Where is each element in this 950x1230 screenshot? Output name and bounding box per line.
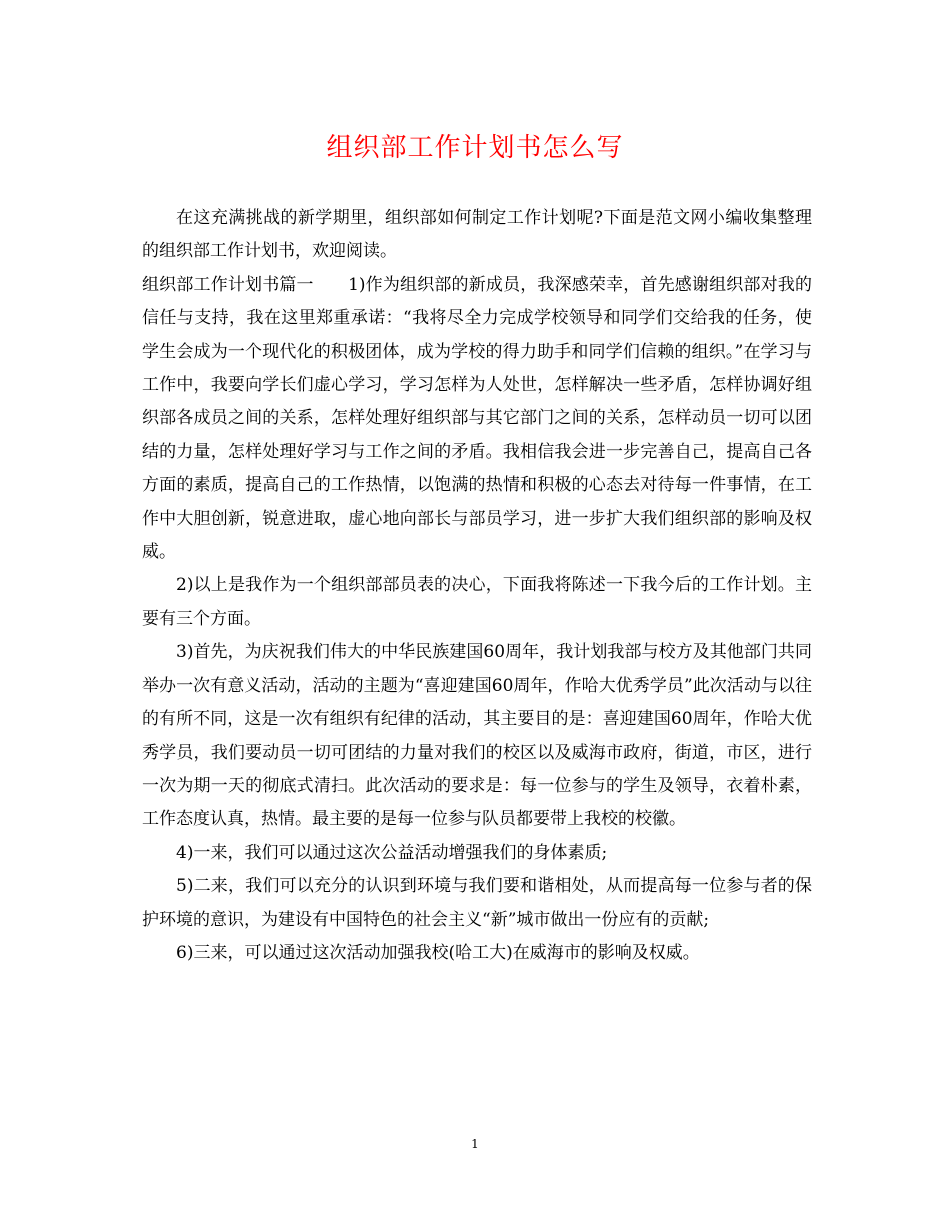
paragraph-item-3: 3)首先，为庆祝我们伟大的中华民族建国60周年，我计划我部与校方及其他部门共同举办一次有意义活动，活动的主题为“喜迎建国60周年，作哈大优秀学员”此次活动与以往的有所不同，这是一次有组织有纪律的活动，其主要目的是：喜迎建国60周年，作哈大优秀学员，我们要动员一切可团结的力量对我们的校区以及威海市政府，街道，市区，进行一次为期一天的彻底式清扫。此次活动的要求是：每一位参与的学生及领导，衣着朴素，工作态度认真，热情。最主要的是每一位参与队员都要带上我校的校徽。 [142, 642, 812, 830]
paragraph-item-4: 4)一来，我们可以通过这次公益活动增强我们的身体素质; [176, 842, 608, 863]
paragraph-intro: 在这充满挑战的新学期里，组织部如何制定工作计划呢?下面是范文网小编收集整理的组织部工作计划书，欢迎阅读。 [142, 208, 812, 262]
page-number: 1 [471, 1137, 479, 1151]
paragraph-item-2: 2)以上是我作为一个组织部部员表的决心，下面我将陈述一下我今后的工作计划。主要有三个方面。 [142, 575, 812, 629]
paragraph-item-5: 5)二来，我们可以充分的认识到环境与我们要和谐相处，从而提高每一位参与者的保护环境的意识，为建设有中国特色的社会主义“新”城市做出一份应有的贡献; [142, 876, 812, 930]
document-body [142, 202, 812, 970]
document-title: 组织部工作计划书怎么写 [326, 133, 624, 163]
paragraph-item-6: 6)三来，可以通过这次活动加强我校(哈工大)在威海市的影响及权威。 [176, 942, 700, 963]
paragraph-section-one: 组织部工作计划书篇一 1)作为组织部的新成员，我深感荣幸，首先感谢组织部对我的信任与支持，我在这里郑重承诺：“我将尽全力完成学校领导和同学们交给我的任务，使学生会成为一个现代化的积极团体，成为学校的得力助手和同学们信赖的组织。”在学习与工作中，我要向学长们虚心学习，学习怎样为人处世，怎样解决一些矛盾，怎样协调好组织部各成员之间的关系，怎样处理好组织部与其它部门之间的关系，怎样动员一切可以团结的力量，怎样处理好学习与工作之间的矛盾。我相信我会进一步完善自己，提高自己各方面的素质，提高自己的工作热情，以饱满的热情和积极的心态去对待每一件事情，在工作中大胆创新，锐意进取，虚心地向部长与部员学习，进一步扩大我们组织部的影响及权威。 [142, 274, 812, 563]
